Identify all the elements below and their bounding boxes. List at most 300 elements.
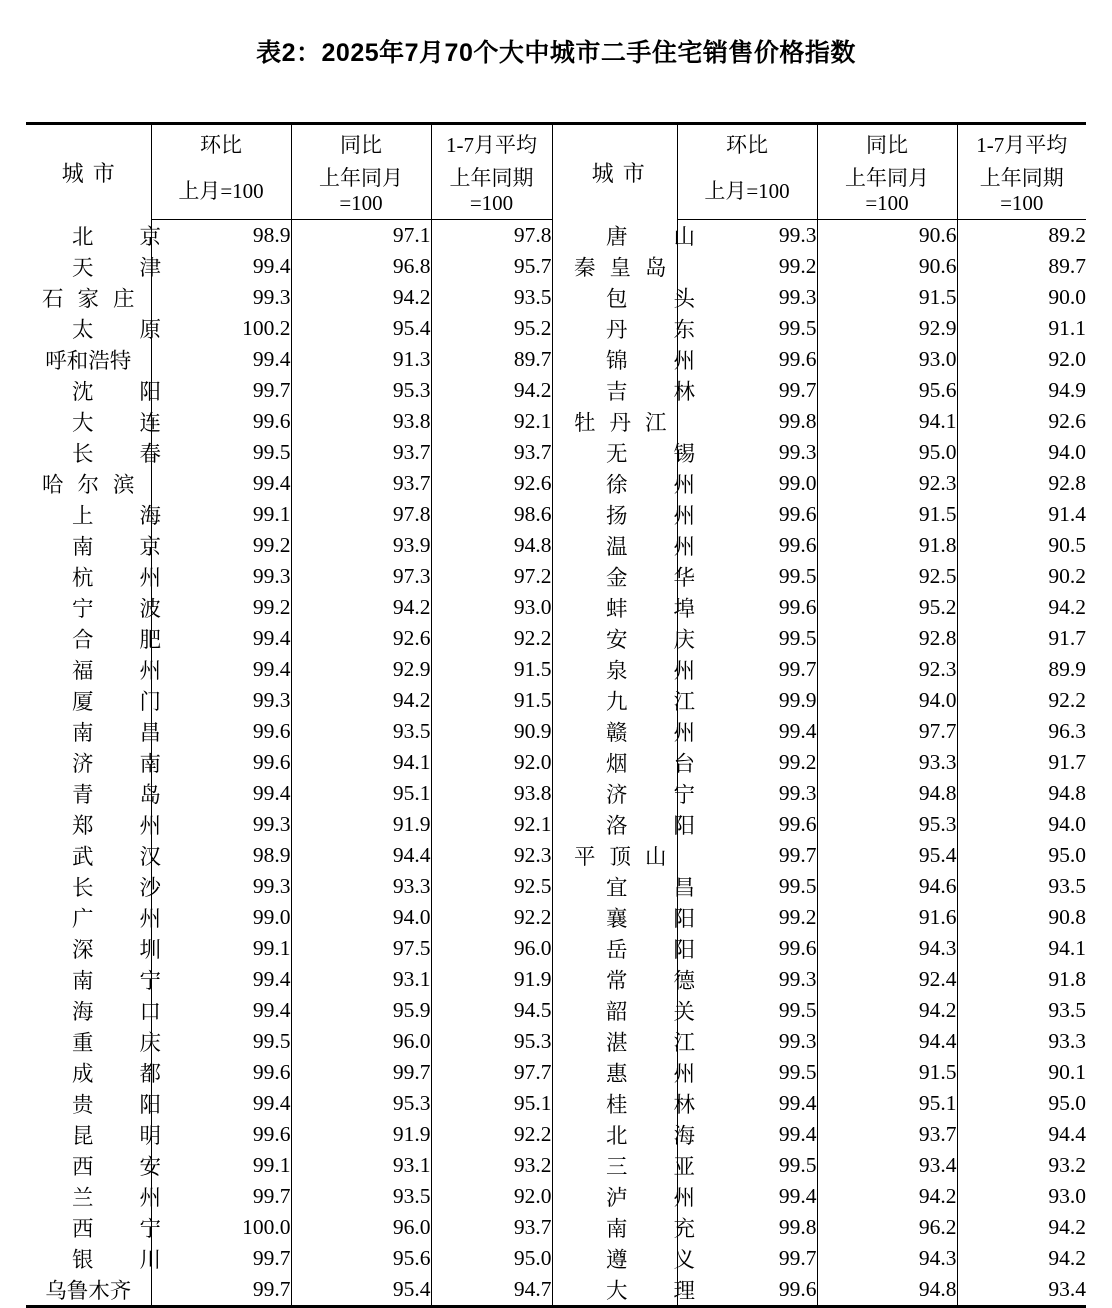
header-yoy-base-left-line2: =100 xyxy=(339,191,383,215)
city-name: 乌鲁木齐 xyxy=(45,1278,132,1303)
avg-value-cell: 91.1 xyxy=(957,313,1086,344)
avg-value-cell: 94.8 xyxy=(431,530,552,561)
yoy-value-cell: 93.9 xyxy=(291,530,431,561)
avg-value-cell: 98.6 xyxy=(431,499,552,530)
yoy-value-cell: 94.1 xyxy=(291,747,431,778)
mom-value-cell: 99.3 xyxy=(151,871,291,902)
yoy-value-cell: 93.4 xyxy=(817,1150,957,1181)
avg-value-cell: 92.2 xyxy=(431,1119,552,1150)
city-name-cell xyxy=(26,406,208,437)
mom-value-cell: 99.5 xyxy=(677,313,817,344)
mom-value-cell: 99.6 xyxy=(151,747,291,778)
avg-value-cell: 94.0 xyxy=(957,809,1086,840)
mom-value-cell: 99.3 xyxy=(677,1026,817,1057)
center-divider-cell xyxy=(552,995,560,1026)
city-name-cell xyxy=(26,747,208,778)
city-name: 深圳 xyxy=(72,937,208,962)
mom-value-cell: 99.7 xyxy=(151,1274,291,1307)
city-name: 合肥 xyxy=(72,627,208,652)
mom-value-cell: 99.7 xyxy=(677,1243,817,1274)
mom-value-cell: 99.3 xyxy=(677,282,817,313)
mom-value-cell: 99.4 xyxy=(677,1119,817,1150)
city-name: 徐州 xyxy=(606,472,742,497)
yoy-value-cell: 95.6 xyxy=(817,375,957,406)
city-name-cell xyxy=(560,1119,742,1150)
yoy-value-cell: 97.1 xyxy=(291,220,431,251)
city-name: 沈阳 xyxy=(72,379,208,404)
city-name-cell xyxy=(560,1181,742,1212)
avg-value-cell: 92.0 xyxy=(957,344,1086,375)
yoy-value-cell: 91.9 xyxy=(291,809,431,840)
city-name-cell xyxy=(560,840,681,871)
header-mom-base-right-line1: 上月=100 xyxy=(704,178,790,203)
avg-value-cell: 93.3 xyxy=(957,1026,1086,1057)
city-name: 扬州 xyxy=(606,503,742,528)
table-row xyxy=(26,840,1086,871)
yoy-value-cell: 94.2 xyxy=(291,685,431,716)
mom-value-cell: 99.4 xyxy=(151,623,291,654)
avg-value-cell: 93.5 xyxy=(957,871,1086,902)
mom-value-cell: 99.4 xyxy=(151,654,291,685)
avg-value-cell: 94.2 xyxy=(957,1243,1086,1274)
center-divider-cell xyxy=(552,251,560,282)
mom-value-cell: 99.2 xyxy=(677,251,817,282)
center-divider xyxy=(552,124,560,220)
table-row xyxy=(26,220,1086,251)
mom-value-cell: 99.5 xyxy=(677,623,817,654)
city-name-cell xyxy=(26,1212,208,1243)
avg-value-cell: 93.7 xyxy=(431,437,552,468)
mom-value-cell: 99.9 xyxy=(677,685,817,716)
city-name: 郑州 xyxy=(72,813,208,838)
city-name-cell xyxy=(560,468,742,499)
yoy-value-cell: 94.6 xyxy=(817,871,957,902)
mom-value-cell: 99.5 xyxy=(677,1057,817,1088)
header-mom-left: 环比 xyxy=(151,124,291,164)
city-name-cell xyxy=(26,840,208,871)
mom-value-cell: 99.6 xyxy=(151,716,291,747)
city-name-cell xyxy=(560,406,681,437)
header-avg-base-left-line2: =100 xyxy=(469,191,514,215)
city-name: 烟台 xyxy=(606,751,742,776)
yoy-value-cell: 96.2 xyxy=(817,1212,957,1243)
city-name-cell xyxy=(26,220,208,251)
center-divider-cell xyxy=(552,499,560,530)
center-divider-cell xyxy=(552,685,560,716)
avg-value-cell: 94.8 xyxy=(957,778,1086,809)
city-name-cell xyxy=(26,499,208,530)
city-name-cell xyxy=(26,871,208,902)
avg-value-cell: 89.9 xyxy=(957,654,1086,685)
table-row xyxy=(26,1212,1086,1243)
avg-value-cell: 92.2 xyxy=(431,623,552,654)
city-name-cell xyxy=(560,592,742,623)
avg-value-cell: 90.0 xyxy=(957,282,1086,313)
yoy-value-cell: 97.7 xyxy=(817,716,957,747)
mom-value-cell: 99.8 xyxy=(677,406,817,437)
center-divider-cell xyxy=(552,654,560,685)
avg-value-cell: 95.0 xyxy=(431,1243,552,1274)
city-name-cell xyxy=(560,809,742,840)
city-name-cell xyxy=(560,933,742,964)
yoy-value-cell: 93.1 xyxy=(291,1150,431,1181)
city-name: 昆明 xyxy=(72,1123,208,1148)
yoy-value-cell: 92.8 xyxy=(817,623,957,654)
mom-value-cell: 99.7 xyxy=(677,654,817,685)
avg-value-cell: 97.2 xyxy=(431,561,552,592)
center-divider-cell xyxy=(552,468,560,499)
mom-value-cell: 99.3 xyxy=(151,561,291,592)
table-row xyxy=(26,871,1086,902)
avg-value-cell: 94.2 xyxy=(431,375,552,406)
city-name-cell xyxy=(26,561,208,592)
mom-value-cell: 99.5 xyxy=(677,1150,817,1181)
yoy-value-cell: 91.5 xyxy=(817,499,957,530)
city-name: 长沙 xyxy=(72,875,208,900)
city-name-cell xyxy=(560,375,742,406)
center-divider-cell xyxy=(552,933,560,964)
city-name: 西宁 xyxy=(72,1216,208,1241)
mom-value-cell: 99.4 xyxy=(677,1181,817,1212)
center-divider-cell xyxy=(552,592,560,623)
city-name: 石家庄 xyxy=(41,286,149,311)
city-name: 湛江 xyxy=(606,1030,742,1055)
city-name-cell xyxy=(560,499,742,530)
yoy-value-cell: 95.3 xyxy=(817,809,957,840)
yoy-value-cell: 95.1 xyxy=(291,778,431,809)
city-name-cell xyxy=(26,1088,208,1119)
city-name: 海口 xyxy=(72,999,208,1024)
yoy-value-cell: 95.4 xyxy=(817,840,957,871)
mom-value-cell: 99.6 xyxy=(677,1274,817,1307)
mom-value-cell: 99.7 xyxy=(151,1181,291,1212)
city-name: 平顶山 xyxy=(574,844,681,869)
center-divider-cell xyxy=(552,716,560,747)
mom-value-cell: 99.1 xyxy=(151,933,291,964)
table-row xyxy=(26,1150,1086,1181)
yoy-value-cell: 94.8 xyxy=(817,1274,957,1307)
mom-value-cell: 99.3 xyxy=(677,220,817,251)
avg-value-cell: 93.4 xyxy=(957,1274,1086,1307)
city-name-cell xyxy=(26,282,151,313)
avg-value-cell: 95.2 xyxy=(431,313,552,344)
city-name-cell xyxy=(560,313,742,344)
avg-value-cell: 92.6 xyxy=(431,468,552,499)
city-name: 福州 xyxy=(72,658,208,683)
city-name-cell xyxy=(26,251,208,282)
avg-value-cell: 93.7 xyxy=(431,1212,552,1243)
city-name: 泉州 xyxy=(606,658,742,683)
avg-value-cell: 91.4 xyxy=(957,499,1086,530)
avg-value-cell: 94.1 xyxy=(957,933,1086,964)
center-divider-cell xyxy=(552,778,560,809)
mom-value-cell: 98.9 xyxy=(151,220,291,251)
yoy-value-cell: 91.9 xyxy=(291,1119,431,1150)
bottom-rule-cell xyxy=(560,1306,677,1308)
city-name-cell xyxy=(560,220,742,251)
table-row xyxy=(26,809,1086,840)
yoy-value-cell: 95.1 xyxy=(817,1088,957,1119)
page-title: 表2：2025年7月70个大中城市二手住宅销售价格指数 xyxy=(256,39,856,67)
mom-value-cell: 99.5 xyxy=(677,995,817,1026)
mom-value-cell: 99.4 xyxy=(151,468,291,499)
table-row xyxy=(26,406,1086,437)
city-name-cell xyxy=(26,375,208,406)
table-row xyxy=(26,1181,1086,1212)
yoy-value-cell: 91.6 xyxy=(817,902,957,933)
mom-value-cell: 100.2 xyxy=(151,313,291,344)
header-yoy-base-right-line1: 上年同月 xyxy=(845,166,929,191)
city-name-cell xyxy=(560,561,742,592)
mom-value-cell: 99.4 xyxy=(151,995,291,1026)
bottom-rule-cell xyxy=(291,1306,431,1308)
city-name: 厦门 xyxy=(72,689,208,714)
city-name: 泸州 xyxy=(606,1185,742,1210)
avg-value-cell: 94.2 xyxy=(957,1212,1086,1243)
city-name-cell xyxy=(560,995,742,1026)
city-name-cell xyxy=(26,313,208,344)
avg-value-cell: 90.2 xyxy=(957,561,1086,592)
mom-value-cell: 99.6 xyxy=(151,1057,291,1088)
avg-value-cell: 96.3 xyxy=(957,716,1086,747)
center-divider-cell xyxy=(552,1088,560,1119)
yoy-value-cell: 94.4 xyxy=(817,1026,957,1057)
avg-value-cell: 93.0 xyxy=(957,1181,1086,1212)
city-name-cell xyxy=(26,995,208,1026)
table-row xyxy=(26,282,1086,313)
city-name: 哈尔滨 xyxy=(41,472,149,497)
city-name: 金华 xyxy=(606,565,742,590)
yoy-value-cell: 96.8 xyxy=(291,251,431,282)
yoy-value-cell: 93.5 xyxy=(291,1181,431,1212)
yoy-value-cell: 93.3 xyxy=(291,871,431,902)
yoy-value-cell: 93.5 xyxy=(291,716,431,747)
table-row xyxy=(26,933,1086,964)
header-avg-base-right-line2: =100 xyxy=(1000,191,1044,215)
city-name: 惠州 xyxy=(606,1061,742,1086)
yoy-value-cell: 95.3 xyxy=(291,375,431,406)
city-name-cell xyxy=(560,902,742,933)
header-city-left: 城市 xyxy=(26,124,151,220)
city-name: 贵阳 xyxy=(72,1092,208,1117)
yoy-value-cell: 94.2 xyxy=(291,282,431,313)
header-city-right: 城市 xyxy=(560,124,677,220)
city-name-cell xyxy=(26,530,208,561)
yoy-value-cell: 95.9 xyxy=(291,995,431,1026)
city-name: 蚌埠 xyxy=(606,596,742,621)
city-name: 银川 xyxy=(72,1247,208,1272)
table-row xyxy=(26,747,1086,778)
mom-value-cell: 99.0 xyxy=(677,468,817,499)
yoy-value-cell: 94.3 xyxy=(817,1243,957,1274)
avg-value-cell: 90.9 xyxy=(431,716,552,747)
city-name: 韶关 xyxy=(606,999,742,1024)
city-name-cell xyxy=(560,685,742,716)
mom-value-cell: 99.4 xyxy=(677,1088,817,1119)
header-yoy-left: 同比 xyxy=(291,124,431,164)
center-divider-cell xyxy=(552,406,560,437)
table-row xyxy=(26,344,1086,375)
mom-value-cell: 99.1 xyxy=(151,1150,291,1181)
table-row xyxy=(26,437,1086,468)
yoy-value-cell: 94.2 xyxy=(817,1181,957,1212)
avg-value-cell: 95.0 xyxy=(957,1088,1086,1119)
city-name-cell xyxy=(560,716,742,747)
center-divider-cell xyxy=(552,1274,560,1307)
city-name-cell xyxy=(26,1119,208,1150)
avg-value-cell: 92.0 xyxy=(431,1181,552,1212)
yoy-value-cell: 96.0 xyxy=(291,1026,431,1057)
center-divider-cell xyxy=(552,561,560,592)
avg-value-cell: 94.7 xyxy=(431,1274,552,1307)
city-name: 长春 xyxy=(72,441,208,466)
mom-value-cell: 99.4 xyxy=(677,716,817,747)
yoy-value-cell: 91.3 xyxy=(291,344,431,375)
city-name-cell xyxy=(560,1274,742,1307)
yoy-value-cell: 95.0 xyxy=(817,437,957,468)
avg-value-cell: 93.0 xyxy=(431,592,552,623)
mom-value-cell: 99.6 xyxy=(677,499,817,530)
city-name: 武汉 xyxy=(72,844,208,869)
city-name-cell xyxy=(26,716,208,747)
city-name: 宜昌 xyxy=(606,875,742,900)
center-divider-cell xyxy=(552,840,560,871)
avg-value-cell: 92.0 xyxy=(431,747,552,778)
table-row xyxy=(26,902,1086,933)
city-name: 三亚 xyxy=(606,1154,742,1179)
header-avg-base-left-line1: 上年同期 xyxy=(449,166,534,191)
mom-value-cell: 98.9 xyxy=(151,840,291,871)
city-name-cell xyxy=(560,1212,742,1243)
city-name: 吉林 xyxy=(606,379,742,404)
city-name-cell xyxy=(26,1057,208,1088)
table-row xyxy=(26,561,1086,592)
yoy-value-cell: 90.6 xyxy=(817,220,957,251)
avg-value-cell: 92.1 xyxy=(431,406,552,437)
avg-value-cell: 90.8 xyxy=(957,902,1086,933)
center-divider-cell xyxy=(552,871,560,902)
header-yoy-base-left xyxy=(291,163,431,220)
mom-value-cell: 99.8 xyxy=(677,1212,817,1243)
header-mom-base-right xyxy=(677,163,817,220)
city-name: 襄阳 xyxy=(606,906,742,931)
mom-value-cell: 99.3 xyxy=(677,778,817,809)
table-row xyxy=(26,1119,1086,1150)
table-row xyxy=(26,499,1086,530)
city-name: 南昌 xyxy=(72,720,208,745)
city-name: 常德 xyxy=(606,968,742,993)
yoy-value-cell: 93.0 xyxy=(817,344,957,375)
avg-value-cell: 92.5 xyxy=(431,871,552,902)
city-name-cell xyxy=(560,1088,742,1119)
city-name-cell xyxy=(26,1150,208,1181)
price-index-table xyxy=(26,122,1086,1308)
yoy-value-cell: 93.8 xyxy=(291,406,431,437)
city-name-cell xyxy=(560,251,681,282)
table-row xyxy=(26,623,1086,654)
yoy-value-cell: 90.6 xyxy=(817,251,957,282)
city-name: 重庆 xyxy=(72,1030,208,1055)
table-row xyxy=(26,685,1086,716)
city-name-cell xyxy=(26,902,208,933)
city-name: 遵义 xyxy=(606,1247,742,1272)
avg-value-cell: 95.3 xyxy=(431,1026,552,1057)
header-row-upper xyxy=(26,124,1086,164)
table-row xyxy=(26,313,1086,344)
city-name: 丹东 xyxy=(606,317,742,342)
mom-value-cell: 99.7 xyxy=(677,375,817,406)
city-name: 无锡 xyxy=(606,441,742,466)
mom-value-cell: 99.5 xyxy=(677,871,817,902)
mom-value-cell: 99.2 xyxy=(677,902,817,933)
avg-value-cell: 97.7 xyxy=(431,1057,552,1088)
yoy-value-cell: 92.4 xyxy=(817,964,957,995)
yoy-value-cell: 94.3 xyxy=(817,933,957,964)
header-mom-base-left-line1: 上月=100 xyxy=(178,178,264,203)
yoy-value-cell: 97.5 xyxy=(291,933,431,964)
table-row xyxy=(26,530,1086,561)
mom-value-cell: 99.6 xyxy=(677,344,817,375)
city-name-cell xyxy=(560,1150,742,1181)
avg-value-cell: 93.2 xyxy=(957,1150,1086,1181)
city-name: 桂林 xyxy=(606,1092,742,1117)
mom-value-cell: 99.3 xyxy=(151,282,291,313)
table-body xyxy=(26,124,1086,1308)
bottom-rule-cell xyxy=(817,1306,957,1308)
mom-value-cell: 99.4 xyxy=(151,251,291,282)
table-row xyxy=(26,468,1086,499)
avg-value-cell: 91.8 xyxy=(957,964,1086,995)
city-name-cell xyxy=(560,964,742,995)
yoy-value-cell: 95.6 xyxy=(291,1243,431,1274)
yoy-value-cell: 91.8 xyxy=(817,530,957,561)
mom-value-cell: 99.6 xyxy=(151,1119,291,1150)
yoy-value-cell: 95.4 xyxy=(291,313,431,344)
avg-value-cell: 92.1 xyxy=(431,809,552,840)
table-row xyxy=(26,716,1086,747)
center-divider-cell xyxy=(552,1119,560,1150)
city-name-cell xyxy=(560,437,742,468)
mom-value-cell: 99.4 xyxy=(151,344,291,375)
mom-value-cell: 99.0 xyxy=(151,902,291,933)
city-name: 兰州 xyxy=(72,1185,208,1210)
mom-value-cell: 99.7 xyxy=(151,1243,291,1274)
mom-value-cell: 99.3 xyxy=(677,964,817,995)
center-divider-cell xyxy=(552,344,560,375)
mom-value-cell: 99.5 xyxy=(151,437,291,468)
city-name: 济南 xyxy=(72,751,208,776)
center-divider-cell xyxy=(552,375,560,406)
yoy-value-cell: 91.5 xyxy=(817,282,957,313)
city-name: 广州 xyxy=(72,906,208,931)
city-name: 安庆 xyxy=(606,627,742,652)
center-divider-cell xyxy=(552,902,560,933)
city-name-cell xyxy=(26,964,208,995)
table-row xyxy=(26,1088,1086,1119)
city-name-cell xyxy=(26,437,208,468)
header-avg-left: 1-7月平均 xyxy=(431,124,552,164)
header-yoy-base-left-line1: 上年同月 xyxy=(319,166,403,191)
city-name-cell xyxy=(560,654,742,685)
yoy-value-cell: 93.7 xyxy=(291,468,431,499)
table-row xyxy=(26,375,1086,406)
mom-value-cell: 99.3 xyxy=(151,685,291,716)
avg-value-cell: 93.5 xyxy=(431,282,552,313)
yoy-value-cell: 93.7 xyxy=(291,437,431,468)
yoy-value-cell: 93.1 xyxy=(291,964,431,995)
city-name-cell xyxy=(26,1181,208,1212)
city-name: 秦皇岛 xyxy=(574,255,681,280)
